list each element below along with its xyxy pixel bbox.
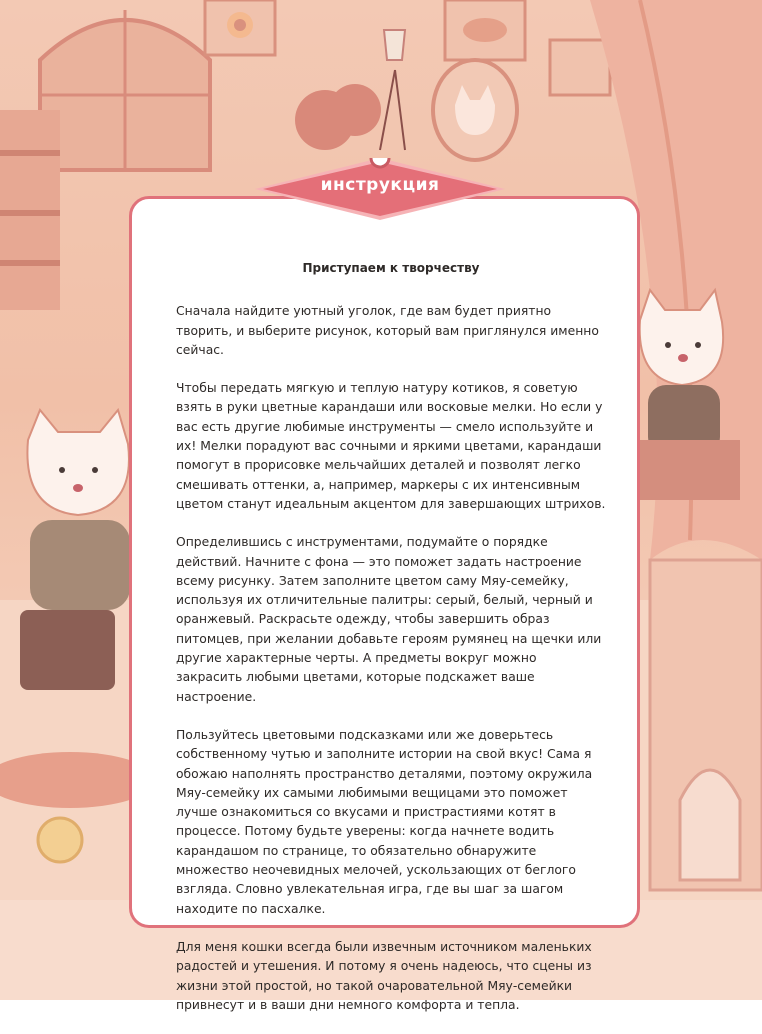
instruction-text [176, 259, 606, 1034]
instruction-card [129, 196, 640, 1012]
cat-left [27, 410, 129, 515]
small-frame [550, 40, 610, 95]
paragraph-5: Для меня кошки всегда были извечным источником маленьких радостей и утешения. И потому я очень надеюсь, что сцены из жизни этой простой, но такой очаровательной Мяу-семейки привнесут и в ваши дни немного комфорта и тепла. [176, 939, 592, 1012]
tag-hole-icon [371, 158, 389, 167]
yarn-ball [38, 818, 82, 862]
paragraph-2: Чтобы передать мягкую и теплую натуру котиков, я советую взять в руки цветные карандаши или восковые мелки. Но если у вас есть другие любимые инструменты — смело используйте и их! Мелки порадуют вас сочными и яркими цветами, карандаши помогут в прорисовке мельчайших деталей и позволят легко смешивать оттенки, а, например, маркеры с их интенсивным цветом станут идеальным акцентом для завершающих штрихов. [176, 381, 606, 511]
tag-label: инструкция [320, 175, 440, 195]
instruction-tag [255, 158, 505, 220]
paragraph-3: Определившись с инструментами, подумайте о порядке действий. Начните с фона — это поможет задать настроение всему рисунку. Затем заполните цветом саму Мяу-семейку, используя их отличительные палитры: серый, белый, черный и оранжевый. Раскрасьте одежду, чтобы завершить образ питомцев, при желании добавьте героям румянец на щечки или другие характерные черты. А предметы вокруг можно закрасить любыми цветами, которые подскажет ваше настроение. [176, 535, 602, 704]
paragraph-1: Сначала найдите уютный уголок, где вам будет приятно творить, и выберите рисунок, который вам приглянулся именно сейчас. [176, 304, 599, 357]
paragraph-4: Пользуйтесь цветовыми подсказками или же доверьтесь собственному чутью и заполните истории на свой вкус! Сама я обожаю наполнять пространство деталями, поэтому окружила Мяу-семейку их самыми любимыми вещицами это поможет лучше ознакомиться со вкусами и пристрастиями котят в процессе. Потому будьте уверены: когда начнете водить карандашом по странице, то обязательно обнаружите множество неочевидных мелочей, ускользающих от беглого взгляда. Словно увлекательная игра, где вы шаг за шагом находите по пасхалке. [176, 727, 593, 916]
card-title: Приступаем к творчеству [302, 261, 480, 275]
